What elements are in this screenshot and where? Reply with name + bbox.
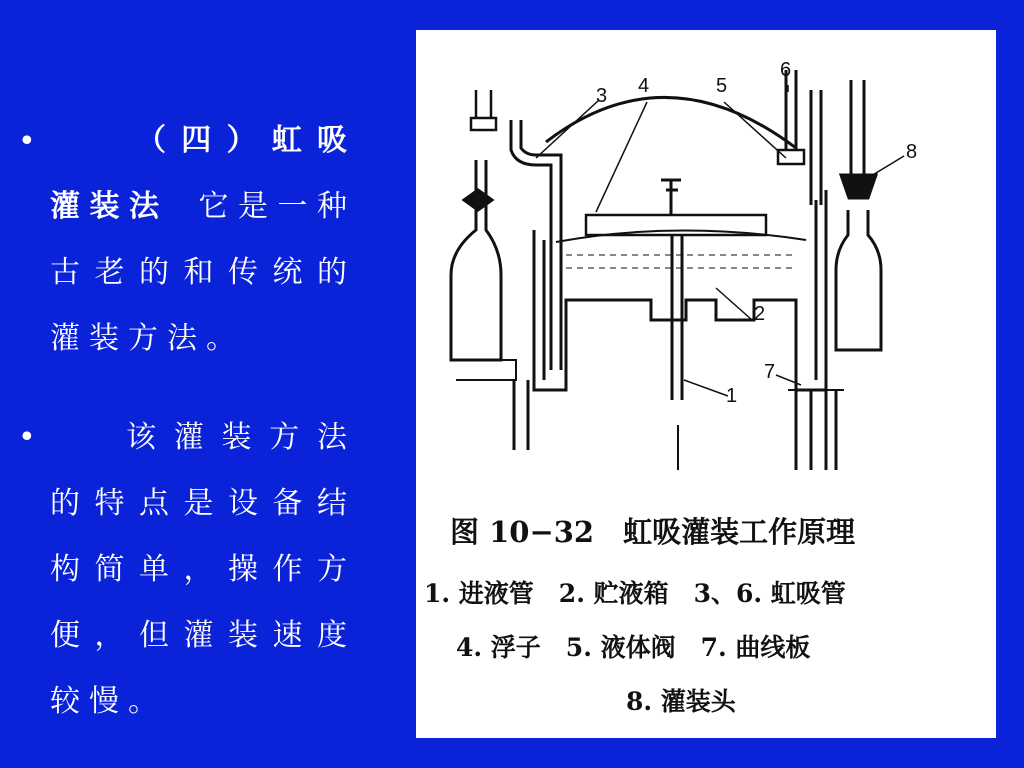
figure-caption: 图 10−32 虹吸灌装工作原理 <box>450 515 856 549</box>
bullet-marker-1: • <box>18 124 36 159</box>
dome <box>546 97 796 148</box>
siphon-filling-figure <box>416 30 996 738</box>
diagram-label-1: 1 <box>726 385 738 407</box>
diagram-label-8: 8 <box>906 141 918 163</box>
bullet-2-body: 该灌装方法的特点是设备结构简单，操作方便，但灌装速度较慢。 <box>50 420 356 719</box>
diagram-label-6: 6 <box>780 59 792 81</box>
bullet-1-text <box>50 108 356 372</box>
tank-wall <box>534 190 826 390</box>
cam-plate <box>796 390 836 470</box>
right-bottle <box>836 210 881 350</box>
siphon-filling-diagram <box>416 30 996 490</box>
bullet-1-body: 它是一种古老的和传统的灌装方法。 <box>50 189 356 356</box>
legend-line-2: 4. 浮子 5. 液体阀 7. 曲线板 <box>456 633 811 662</box>
section-heading: （四）虹吸灌装法 <box>50 123 356 224</box>
filling-head <box>851 80 864 175</box>
bullet-marker-2: • <box>18 420 36 455</box>
diagram-label-7: 7 <box>764 361 776 383</box>
diagram-label-4: 4 <box>638 75 650 97</box>
inlet-pipe <box>672 235 682 400</box>
legend-line-1: 1. 进液管 2. 贮液箱 3、6. 虹吸管 <box>424 579 846 608</box>
bullet-2-text <box>50 405 356 735</box>
right-siphon <box>786 70 821 205</box>
diagram-label-5: 5 <box>716 75 728 97</box>
diagram-label-3: 3 <box>596 85 608 107</box>
diagram-label-2: 2 <box>754 303 766 325</box>
legend-line-3: 8. 灌装头 <box>626 687 736 716</box>
